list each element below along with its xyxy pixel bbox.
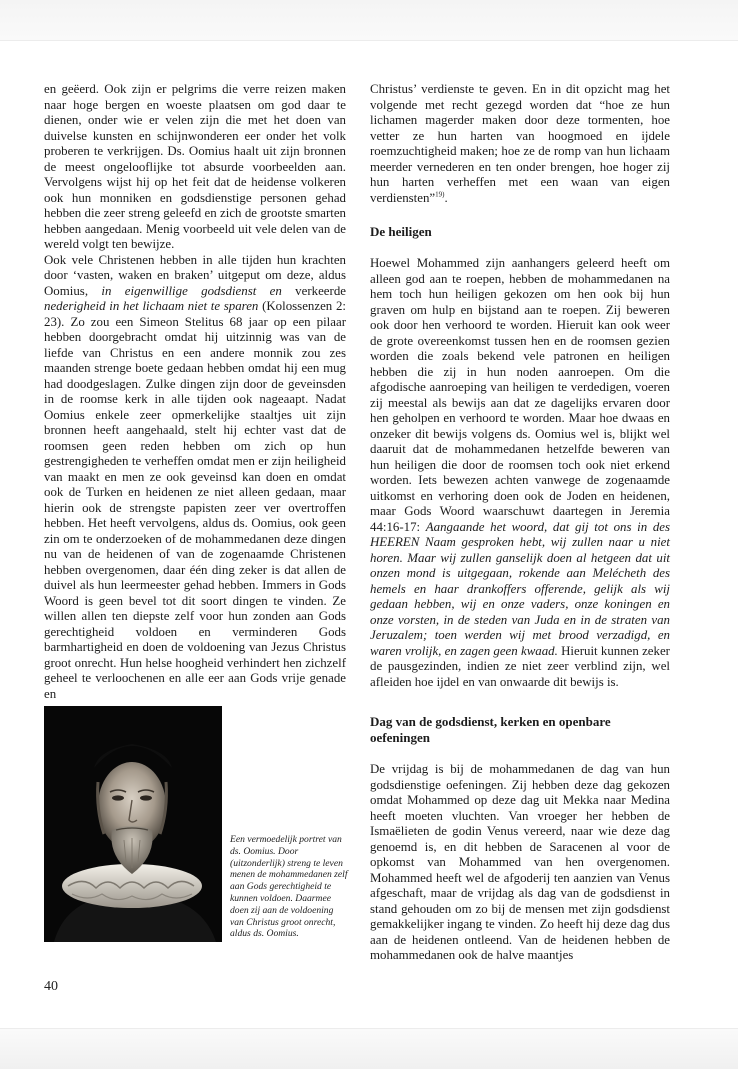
left-paragraph-1: en geëerd. Ook zijn er pelgrims die verre reizen maken naar hoge bergen en woeste plaatsen om god daar te dienen, onder wie er velen zijn die met het doen van duivelse kunsten en schijnwonderen eer onder het volk proberen te verkrijgen. Ds. Oomius haalt uit zijn bronnen de meest ongelooflijke tot absurde voorbeelden aan. Vervolgens wijst hij op het feit dat de heidense volkeren ook hun monniken en godsdienstige personen gehad hebben die zeer streng geleefd en zich de grootste smarten hebben aangedaan. Menig voorbeeld uit vele delen van de wereld volgt ten bewijze. [44,82,346,251]
right-column [370,82,670,964]
portrait-image [44,706,222,942]
right-paragraph-2: Hoewel Mohammed zijn aanhangers geleerd heeft om alleen god aan te roepen, hebben de mohammedanen na hem toch hun heiligen gekozen om hen ook bij hun graven om hulp en bijstand aan te roepen. Zij beweren ook door hen verhoord te worden. Hieruit kan ook weer de grote overeenkomst tussen hen en de roomsen gezien worden die zoals bekend vele patronen en heiligen hebben die zij in hun noden aanroepen. Om die afgodische aanroeping van heiligen te verdedigen, voeren zij meestal als bewijs aan dat ze dagelijks ervaren door hen geholpen en verhoord te worden. Maar hoe dwaas en onzeker dit bewijs volgens ds. Oomius wel is, blijkt wel daaruit dat de mohammedanen hetzelfde beweren van hun heiligen die door de roomsen toch ook niet erkend worden. Iets bewezen achten vanwege de zogenaamde uitkomst en verhoring doen ook de Joden en heidenen, maar Gods Woord waarschuwt daartegen in Jeremia 44:16-17: Aangaande het woord, dat gij tot ons in des HEEREN Naam gesproken hebt, wij zullen naar u niet horen. Maar wij zullen ganselijk doen al hetgeen dat uit onzen mond is uitgegaan, rokende aan Melécheth des hemels en haar drankoffers offerende, gelijk als wij gedaan hebben, wij en onze vaders, onze koningen en onze vorsten, in de steden van Juda en in de straten van Jeruzalem; toen werden wij met brood verzadigd, en waren vrolijk, en zagen geen kwaad. Hieruit kunnen zeker de pausgezinden, indien ze niet zeer verblind zijn, wel afleiden hoe ijdel en van onwaarde dit bewijs is. [370,256,670,689]
spacer [370,240,670,256]
scan-margin-top [0,0,738,41]
spacer [370,690,670,714]
section-heading-dag-van-de-godsdienst: Dag van de godsdienst, kerken en openbare oefeningen [370,714,611,745]
right-paragraph-3: De vrijdag is bij de mohammedanen de dag van hun godsdienstige oefeningen. Zij hebben deze dag gekozen omdat Mohammed op deze dag uit Mekka naar Medina heeft moeten vluchten. Van vroeger her hebben de Ismaëlieten de godin Venus vereerd, naar wie deze dag genoemd is, en dit hebben de Saracenen al voor de opkomst van Mohammed van hen overgenomen. Mohammed heeft wel de afgoderij ten aanzien van Venus afgeschaft, maar de vrijdag als dag van de godsdienst in stand gehouden om zo bij de mensen met zijn godsdienst gemakkelijker ingang te vinden. Zo heeft hij deze dag dus aan de heidenen ontleend. Van de heidenen hebben de mohammedanen ook de halve maantjes [370,762,670,962]
page-number: 40 [44,979,58,994]
scan-margin-bottom [0,1028,738,1069]
right-paragraph-1: Christus’ verdienste te geven. En in dit opzicht mag het volgende met recht gezegd worden dat “hoe ze hun lichamen magerder maken door deze tormenten, hoe vetter ze hun harten van hoogmoed en ijdele roemzuchtigheid maken; hoe ze de romp van hun lichaam meerder vernederen en ten onder brengen, hoe hoger zij hun harten verheffen met een waan van eigen verdiensten”$^{19)}$. [370,82,670,205]
left-column [44,82,346,702]
portrait-figure [44,706,222,942]
left-paragraph-2: Ook vele Christenen hebben in alle tijden hun krachten door ‘vasten, waken en braken’ uitgeput om deze, aldus Oomius, in eigenwillige godsdienst en verkeerde nederigheid in het lichaam niet te sparen (Kolossenzen 2: 23). Zo zou een Simeon Stelitus 68 jaar op een pilaar hebben doorgebracht omdat hij uitzinnig was van de liefde van Christus en een andere monnik zou zes maanden strenge boete gedaan hebben omdat hij een mug had doodgeslagen. Zulke dingen zijn door de geveinsden in de roomse kerk in alle tijden ook nageaapt. Nadat Oomius enkele zeer opmerkelijke staaltjes uit zijn bronnen heeft aangehaald, stelt hij echter vast dat de roomsen geen reden hebben om zich op hun gestrengigheden te verheffen omdat men er zijn heiligheid van maakt en men ze ook geveinsd kan doen en omdat ook de Turken en heidenen ze niet alleen gedaan, maar hierin ook de strengste papisten zeer ver overtroffen hebben. Het heeft vervolgens, aldus ds. Oomius, ook geen zin om te onderzoeken of de mohammedanen deze dingen nu van de heidenen of van de zogenaamde Christenen hebben overgenomen, daar één ding zeker is dat allen de duivel als hun leermeester gehad hebben. Immers in Gods Woord is geen bevel tot dit soort dingen te vinden. Ze willen allen ten diepste zelf voor hun zonden aan Gods gerechtigheid voldoen en verminderen Gods barmhartigheid en doen de voldoening van Jezus Christus groot onrecht. Hun helse hoogheid verhindert hen zichzelf geheel te verloochenen en alle eer aan Gods vrije genade en [44,252,346,701]
spacer [370,746,670,762]
spacer [370,206,670,224]
footnote-ref-19: 19) [435,190,445,199]
portrait-caption: Een vermoedelijk portret van ds. Oomius. Door (uitzonderlijk) streng te leven menen de mohammedanen zelf aan Gods gerechtigheid te kunnen voldoen. Daarmee doen zij aan de voldoening van Christus groot onrecht, aldus ds. Oomius. [230,834,348,940]
section-heading-heiligen: De heiligen [370,224,432,239]
